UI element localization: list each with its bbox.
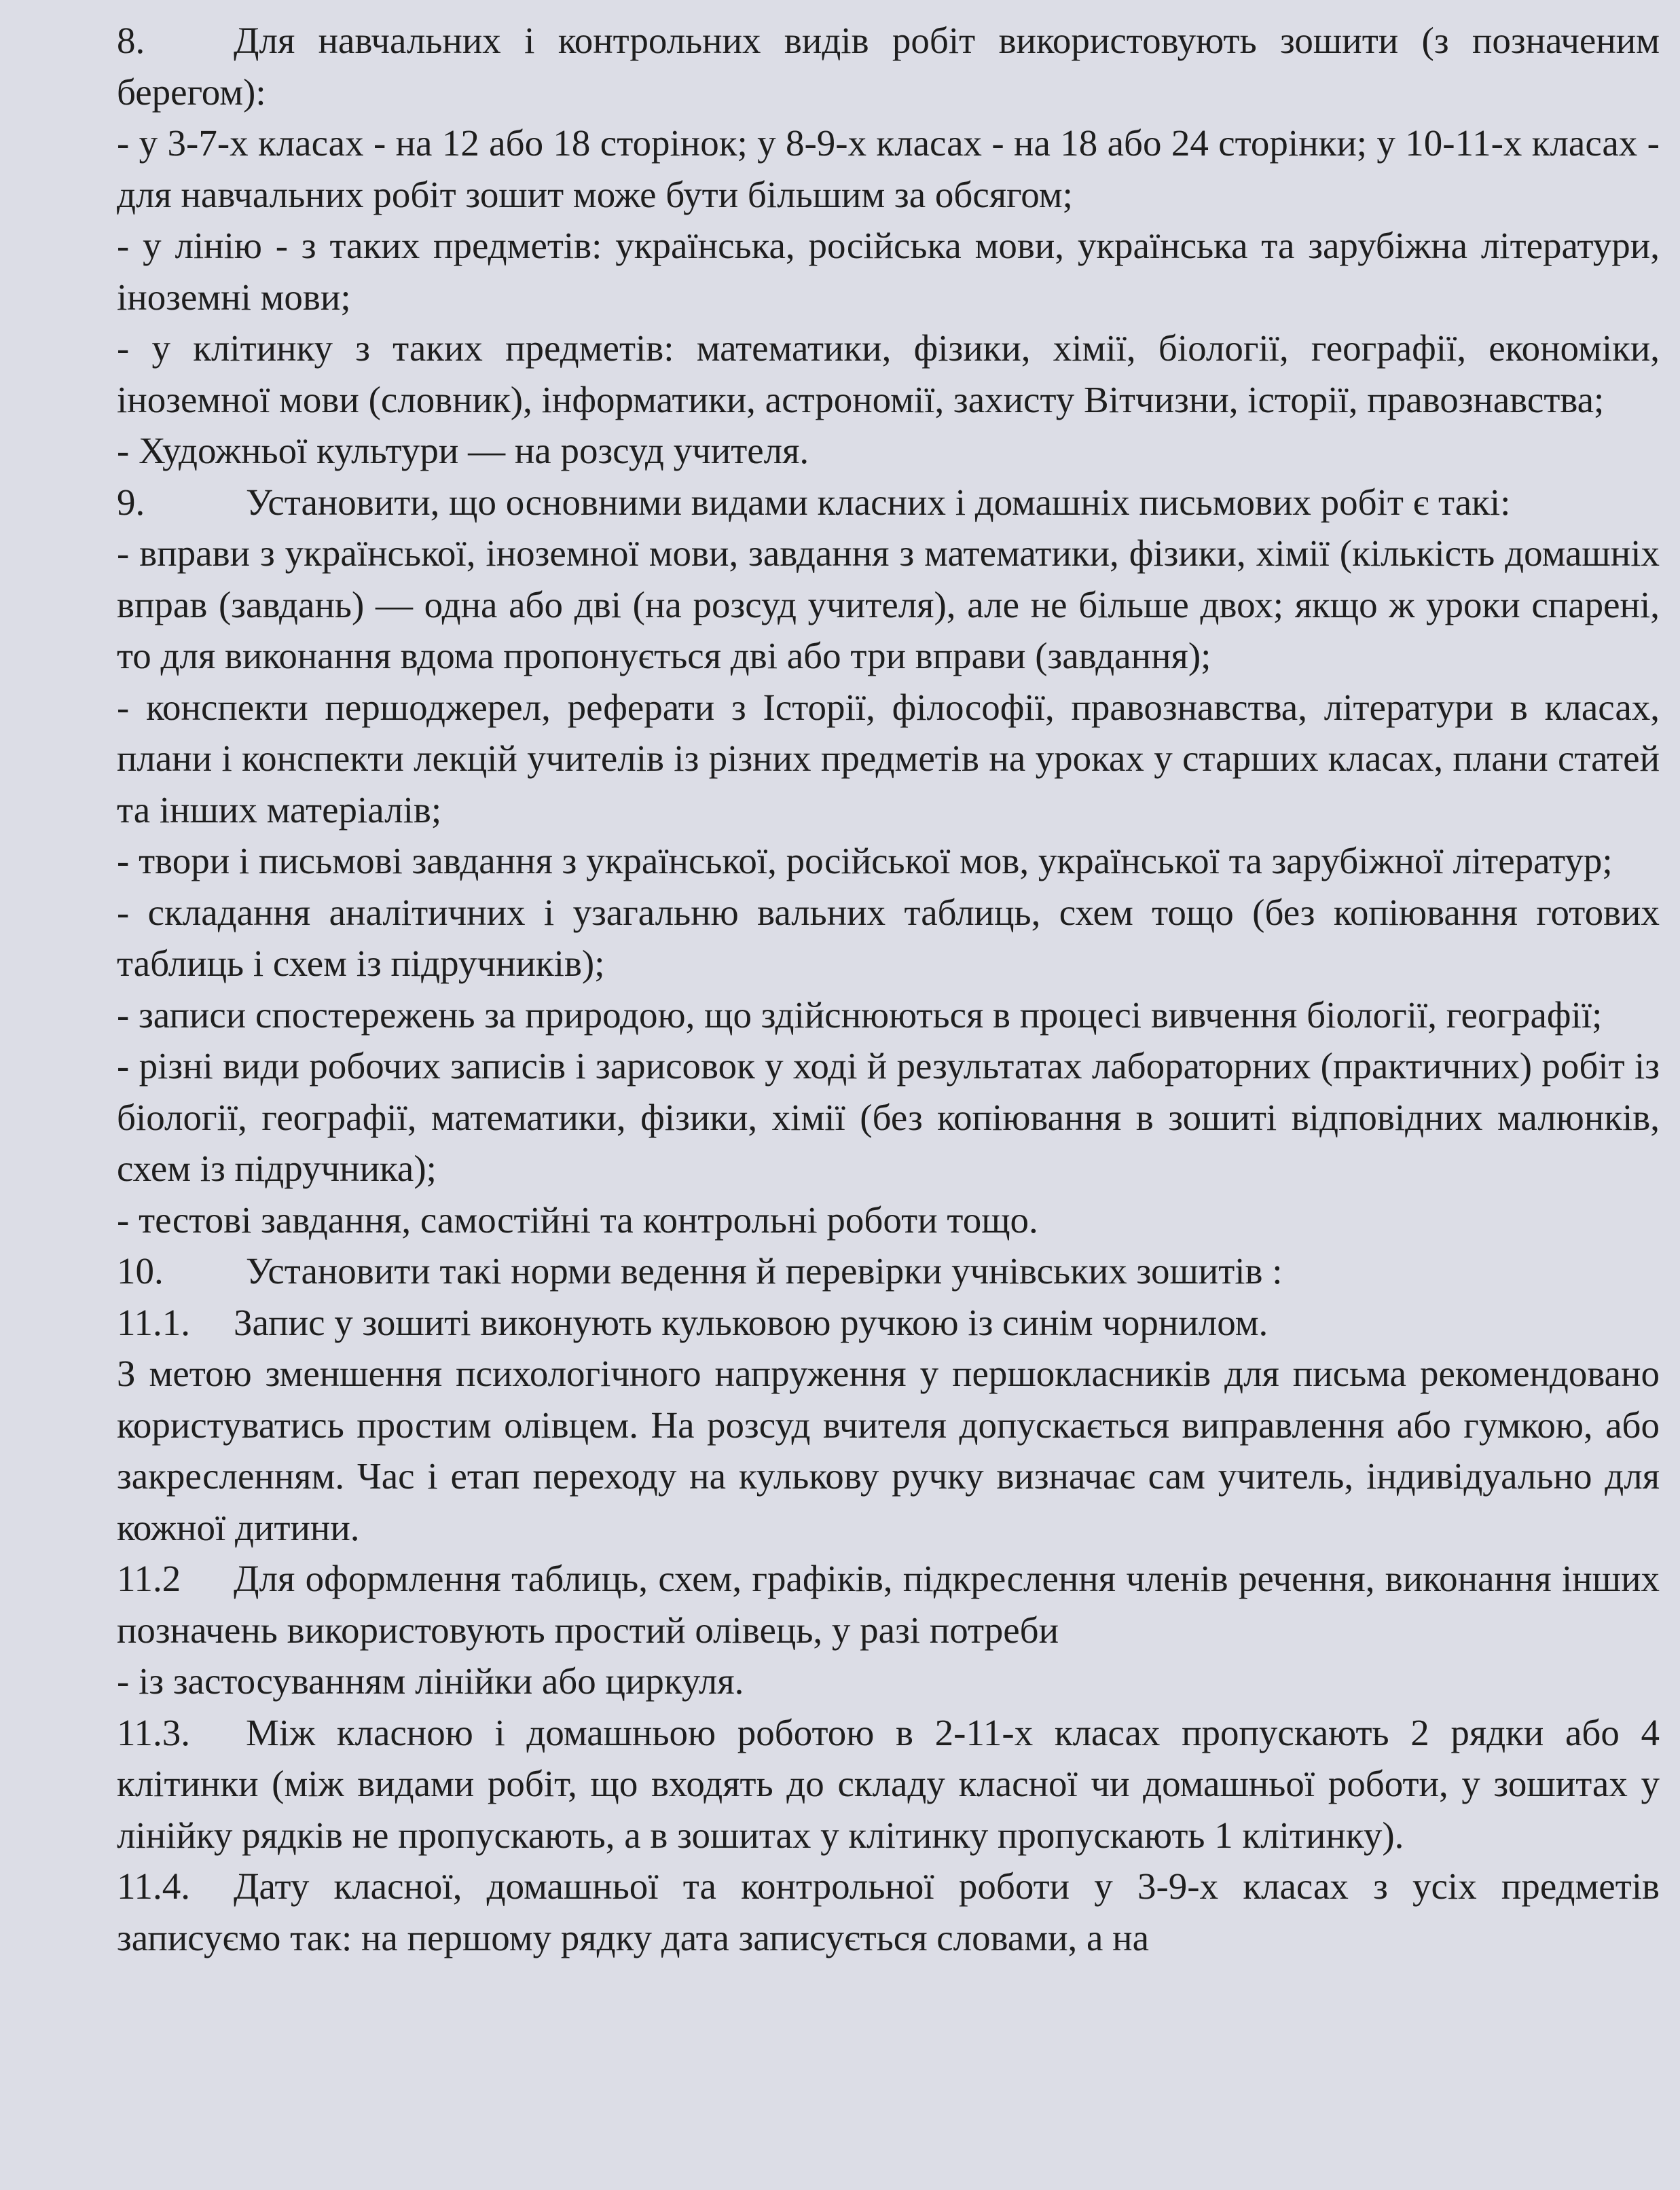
paragraph-text: Установити, що основними видами класних і домашніх письмових робіт є такі: — [246, 481, 1511, 523]
paragraph-8 — [117, 15, 1660, 117]
item-number: 11.4. — [117, 1865, 190, 1907]
paragraph-text: - тестові завдання, самостійні та контрольні роботи тощо. — [117, 1199, 1038, 1241]
paragraph-8-item — [117, 425, 1660, 477]
paragraph-text: - конспекти першоджерел, реферати з Історії, філософії, правознавства, літератури в класах, плани і конспекти лекцій учителів із різних предметів на уроках у старших класах, плани статей та інших матеріалів; — [117, 686, 1660, 831]
paragraph-text: - вправи з української, іноземної мови, завдання з математики, фізики, хімії (кількість домашніх вправ (завдань) — одна або дві (на розсуд учителя), але не більше двох; якщо ж уроки спарені, то для виконання вдома пропонується дві або три вправи (завдання); — [117, 532, 1660, 676]
paragraph-9 — [117, 477, 1660, 528]
item-number: 9. — [117, 481, 145, 523]
paragraph-text: Запис у зошиті виконують кульковою ручкою із синім чорнилом. — [234, 1301, 1268, 1343]
paragraph-text: Для оформлення таблиць, схем, графіків, підкреслення членів речення, виконання інших позначень використовують простий олівець, у разі потреби — [117, 1558, 1660, 1651]
paragraph-11-4 — [117, 1861, 1660, 1963]
paragraph-8-item — [117, 117, 1660, 220]
paragraph-text: - у лінію - з таких предметів: українська, російська мови, українська та зарубіжна літератури, іноземні мови; — [117, 225, 1660, 318]
paragraph-9-item — [117, 1040, 1660, 1194]
item-number: 11.1. — [117, 1301, 190, 1343]
paragraph-text: - різні види робочих записів і зарисовок у ході й результатах лабораторних (практичних) робіт із біології, географії, математики, фізики, хімії (без копіювання в зошиті відповідних малюнків, схем із підручника); — [117, 1045, 1660, 1189]
paragraph-text: З метою зменшення психологічного напруження у першокласників для письма рекомендовано користуватись простим олівцем. На розсуд вчителя допускається виправлення або гумкою, або закресленням. Час і етап переходу на кулькову ручку визначає сам учитель, індивідуально для кожної дитини. — [117, 1353, 1660, 1548]
paragraph-text: - Художньої культури — на розсуд учителя. — [117, 430, 809, 471]
paragraph-10 — [117, 1245, 1660, 1297]
paragraph-8-item — [117, 220, 1660, 323]
item-number: 10. — [117, 1250, 164, 1292]
paragraph-11-1-body — [117, 1348, 1660, 1553]
paragraph-11-3 — [117, 1707, 1660, 1861]
paragraph-9-item — [117, 1194, 1660, 1246]
paragraph-8-item — [117, 323, 1660, 425]
paragraph-9-item — [117, 887, 1660, 989]
paragraph-text: Установити такі норми ведення й перевірки учнівських зошитів : — [246, 1250, 1283, 1292]
paragraph-text: Дату класної, домашньої та контрольної роботи у 3-9-х класах з усіх предметів записуємо так: на першому рядку дата записується словами, а на — [117, 1865, 1660, 1958]
paragraph-text: - у 3-7-х класах - на 12 або 18 сторінок; у 8-9-х класах - на 18 або 24 сторінки; у 10-11-х класах - для навчальних робіт зошит може бути більшим за обсягом; — [117, 122, 1660, 215]
paragraph-11-2-item — [117, 1656, 1660, 1707]
paragraph-text: Для навчальних і контрольних видів робіт використовують зошити (з позначеним берегом): — [117, 20, 1660, 113]
paragraph-text: Між класною і домашньою роботою в 2-11-х класах пропускають 2 рядки або 4 клітинки (між видами робіт, що входять до складу класної чи домашньої роботи, у зошитах у лінійку рядків не пропускають, а в зошитах у клітинку пропускають 1 клітинку). — [117, 1711, 1660, 1856]
paragraph-text: - у клітинку з таких предметів: математики, фізики, хімії, біології, географії, економіки, іноземної мови (словник), інформатики, астрономії, захисту Вітчизни, історії, правознавства; — [117, 327, 1660, 420]
paragraph-9-item — [117, 835, 1660, 887]
paragraph-text: - записи спостережень за природою, що здійснюються в процесі вивчення біології, географії; — [117, 993, 1603, 1036]
item-number: 11.3. — [117, 1711, 190, 1753]
document-page — [117, 15, 1660, 1963]
paragraph-11-1 — [117, 1297, 1660, 1349]
paragraph-text: - із застосуванням лінійки або циркуля. — [117, 1660, 744, 1702]
paragraph-text: - твори і письмові завдання з української, російської мов, української та зарубіжної літератур; — [117, 840, 1613, 881]
paragraph-9-item — [117, 682, 1660, 836]
paragraph-9-item — [117, 989, 1660, 1041]
paragraph-text: - складання аналітичних і узагальню вальних таблиць, схем тощо (без копіювання готових таблиць і схем із підручників); — [117, 891, 1660, 984]
paragraph-9-item — [117, 528, 1660, 682]
item-number: 11.2 — [117, 1558, 181, 1599]
item-number: 8. — [117, 20, 145, 61]
paragraph-11-2 — [117, 1553, 1660, 1656]
